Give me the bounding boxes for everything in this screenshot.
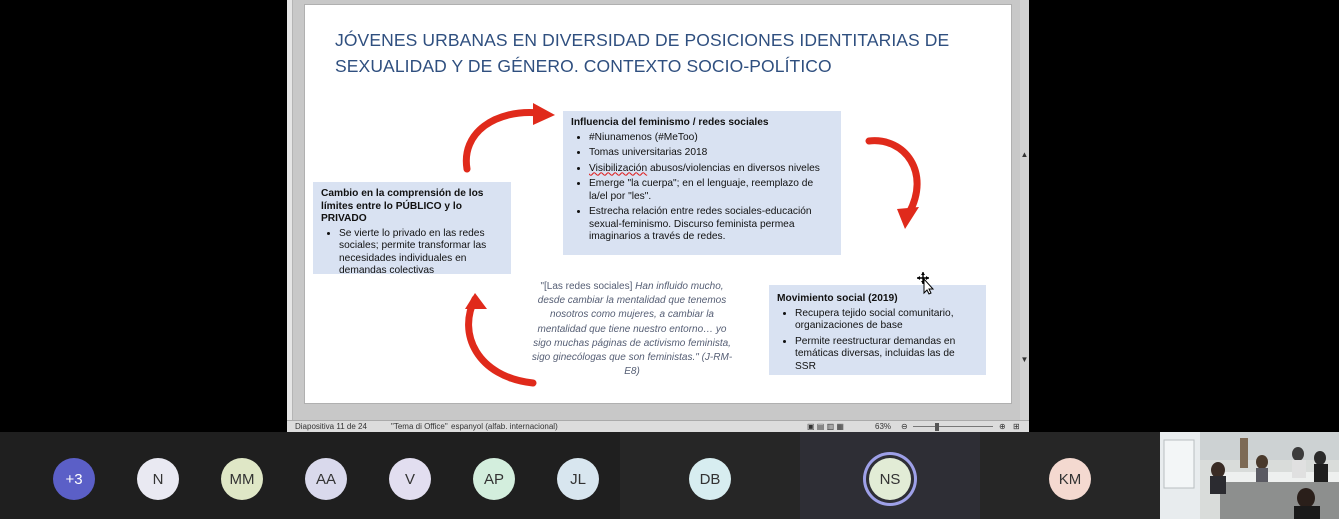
list-item: • Recupera tejido social comunitario, organizaciones de base — [795, 308, 978, 333]
arrow-right-icon — [865, 133, 935, 233]
avatar-initials: MM — [229, 470, 255, 488]
list-item: • Estrecha relación entre redes sociales-educación sexual-feminismo. Discurso feminista permea imaginarios a través de redes. — [589, 206, 833, 244]
quote-body: Han influido mucho, desde cambiar la mentalidad que tenemos nosotros como mujeres, a cambiar la mentalidad que tiene nuestro entorno… yo sigo muchas páginas de activismo feminista, sigo ginecólogas que son feministas." (J-RM-E8) — [531, 281, 733, 378]
move-cursor-icon — [916, 271, 936, 295]
fit-slide-icon[interactable]: ⊞ — [1013, 422, 1020, 431]
list-item-text: abusos/violencias en diversos niveles — [649, 162, 820, 174]
list-item: • Permite reestructurar demandas en temáticas diversas, incluidas las de SSR — [795, 336, 978, 374]
avatar[interactable] — [221, 458, 263, 500]
list-item: • Se vierte lo privado en las redes sociales; permite transformar las necesidades individuales en demandas colectivas — [339, 228, 503, 278]
list-item: • Emerge "la cuerpa"; en el lenguaje, reemplazo de la/el por "les". — [589, 178, 833, 203]
avatar-initials: +3 — [65, 470, 83, 488]
zoom-slider-thumb[interactable] — [935, 423, 939, 431]
scroll-up-icon[interactable]: ▲ — [1020, 150, 1029, 159]
avatar[interactable] — [557, 458, 599, 500]
box-movimiento-social — [769, 285, 986, 375]
box-movimiento-title: Movimiento social (2019) — [777, 293, 898, 304]
avatar-initials: DB — [699, 470, 721, 488]
vertical-scrollbar[interactable] — [1020, 0, 1029, 420]
meeting-participant-bar — [0, 432, 1339, 519]
zoom-slider[interactable] — [913, 426, 993, 427]
powerpoint-window — [287, 0, 1029, 432]
slide-title — [335, 27, 975, 79]
avatar-initials: JL — [570, 470, 586, 488]
scroll-down-icon[interactable]: ▼ — [1020, 355, 1029, 364]
box-feminismo-title: Influencia del feminismo / redes sociales — [571, 117, 769, 128]
zoom-level[interactable]: 63% — [875, 422, 892, 431]
quote-text — [527, 280, 737, 379]
avatar-initials: N — [152, 470, 164, 488]
spell-underlined-word: Visibilización — [589, 162, 648, 174]
avatar-initials: V — [404, 470, 415, 488]
normal-view-icon[interactable]: ▣ ▤ ▥ ▦ — [807, 422, 844, 431]
language-indicator[interactable]: espanyol (alfab. internacional) — [451, 422, 558, 431]
avatar-initials: AA — [315, 470, 336, 488]
avatar-initials: KM — [1058, 470, 1082, 488]
list-item: • #Niunamenos (#MeToo) — [589, 132, 833, 145]
avatar[interactable] — [389, 458, 431, 500]
list-item — [589, 163, 833, 176]
video-feed[interactable] — [1160, 432, 1339, 519]
avatar[interactable] — [137, 458, 179, 500]
status-bar — [287, 420, 1029, 432]
zoom-out-icon[interactable]: ⊖ — [901, 422, 908, 431]
theme-name: "Tema di Office" — [391, 422, 448, 431]
avatar-initials: NS — [879, 470, 901, 488]
box-feminismo-redes — [563, 111, 841, 255]
speaking-avatar[interactable] — [869, 458, 911, 500]
box-limites-publico-privado — [313, 182, 511, 274]
arrow-top-left-icon — [455, 103, 565, 173]
quote-open: "[Las redes sociales] — [540, 281, 633, 292]
avatar[interactable] — [305, 458, 347, 500]
list-item: • Tomas universitarias 2018 — [589, 147, 833, 160]
slide-canvas — [305, 5, 1011, 403]
avatar-initials: AP — [483, 470, 504, 488]
zoom-in-icon[interactable]: ⊕ — [999, 422, 1006, 431]
avatar[interactable] — [473, 458, 515, 500]
video-feed-image — [1160, 432, 1339, 519]
more-participants-avatar[interactable] — [53, 458, 95, 500]
slide-title-line-2: SEXUALIDAD Y DE GÉNERO. CONTEXTO SOCIO-POLÍTICO — [335, 56, 832, 76]
slide-counter: Diapositiva 11 de 24 — [295, 422, 367, 431]
avatar[interactable] — [1049, 458, 1091, 500]
slide-panel-edge — [287, 0, 293, 420]
slide-title-line-1: JÓVENES URBANAS EN DIVERSIDAD DE POSICIONES IDENTITARIAS DE — [335, 30, 950, 50]
box-limites-title: Cambio en la comprensión de los límites entre lo PÚBLICO y lo PRIVADO — [321, 188, 484, 224]
avatar[interactable] — [689, 458, 731, 500]
